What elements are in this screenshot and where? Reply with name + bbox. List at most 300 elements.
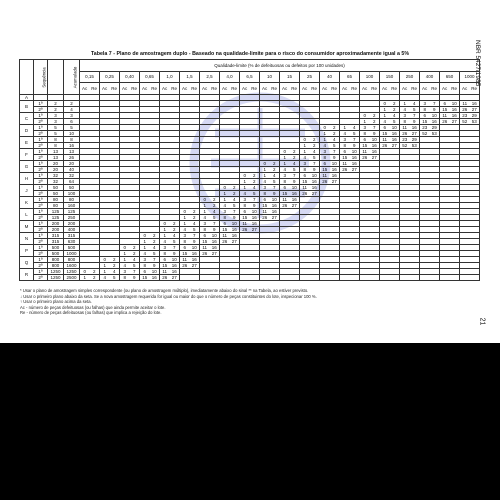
ac-value: 8: [423, 107, 426, 112]
ac-re-header: [380, 83, 400, 95]
ac-re-header: [100, 83, 120, 95]
re-value: 5: [392, 119, 396, 124]
sample-size-cell: 125: [48, 215, 64, 221]
note-line: * Usar o plano de amostragem simples correspondente (ou plano de amostragem múltiplo), imediatamente abaixo do sinal ** na Tabela, ao estiver previsto.: [20, 288, 309, 293]
ac-label: Ac: [101, 86, 108, 92]
page-number: 21: [478, 317, 486, 326]
re-label: Re: [471, 86, 478, 92]
sample-size-cell: 1250: [48, 269, 64, 275]
re-value: 10: [271, 197, 277, 202]
re-label: Re: [131, 86, 137, 92]
ac-value: 4: [283, 167, 286, 172]
ac-value: 8: [243, 203, 246, 208]
sample-size-cell: 80: [48, 197, 64, 203]
re-value: 10: [231, 221, 237, 226]
re-value: 7: [332, 149, 336, 154]
ac-value: 1: [323, 131, 326, 136]
ac-value: 26: [462, 107, 468, 112]
ac-value: 0: [303, 137, 306, 142]
header-quality-limit: Qualidade-limite (% de defeituosas ou defeitos por 100 unidades): [80, 60, 480, 72]
ql-level-header: 0,15: [80, 71, 100, 83]
re-value: 2: [232, 191, 236, 196]
re-value: 16: [231, 233, 237, 238]
accumulated-cell: 40: [64, 167, 80, 173]
ac-value: 15: [242, 215, 248, 220]
re-value: 4: [312, 149, 316, 154]
sequence-cell: 1ª: [34, 197, 48, 203]
ac-value: 11: [222, 233, 228, 238]
ac-value: 3: [123, 269, 126, 274]
sample-size-cell: 315: [48, 239, 64, 245]
re-label: Re: [431, 86, 437, 92]
ac-value: 4: [383, 119, 386, 124]
table-body: [20, 95, 480, 281]
ac-re-cell: [240, 275, 260, 281]
sample-size-cell: 3: [48, 113, 64, 119]
re-value: 7: [192, 233, 196, 238]
ac-value: 1: [263, 167, 266, 172]
ac-value: 26: [262, 215, 268, 220]
ac-value: 3: [163, 245, 166, 250]
re-value: 2: [192, 209, 196, 214]
ac-value: 6: [203, 233, 206, 238]
re-value: 9: [312, 167, 316, 172]
ac-value: 0: [243, 173, 246, 178]
re-value: 27: [371, 155, 377, 160]
sequence-cell: 2ª: [34, 275, 48, 281]
re-value: 10: [311, 173, 317, 178]
re-value: 27: [271, 215, 277, 220]
sequence-cell: 2ª: [34, 239, 48, 245]
ac-label: Ac: [161, 86, 168, 92]
sample-code: K: [20, 197, 34, 209]
ac-value: 8: [203, 227, 206, 232]
ac-value: 1: [223, 197, 226, 202]
accumulated-cell: 1000: [64, 251, 80, 257]
ac-label: Ac: [201, 86, 208, 92]
ac-value: 26: [222, 239, 228, 244]
ac-value: 1: [163, 227, 166, 232]
ac-value: 6: [243, 209, 246, 214]
re-value: 27: [411, 131, 417, 136]
re-value: 27: [471, 107, 477, 112]
ac-value: 1: [143, 245, 146, 250]
re-value: 2: [152, 239, 156, 244]
sampling-plan-table: [19, 59, 480, 281]
re-value: 53: [471, 119, 477, 124]
ac-re-header: [280, 83, 300, 95]
ql-level-header: 1,0: [160, 71, 180, 83]
ac-value: 4: [103, 275, 106, 280]
ac-value: 11: [302, 185, 308, 190]
ac-value: 4: [183, 227, 186, 232]
accumulated-cell: 200: [64, 221, 80, 227]
ac-value: 4: [323, 143, 326, 148]
ql-level-header: 2,5: [200, 71, 220, 83]
accumulated-cell: 400: [64, 227, 80, 233]
re-value: 5: [132, 263, 136, 268]
ac-re-header: [460, 83, 480, 95]
sequence-cell: 2ª: [34, 215, 48, 221]
ac-value: 1: [263, 173, 266, 178]
re-value: 2: [212, 203, 216, 208]
ql-level-header: 400: [420, 71, 440, 83]
re-value: 16: [391, 137, 397, 142]
ac-label: Ac: [241, 86, 248, 92]
re-value: 16: [251, 215, 257, 220]
ac-value: 1: [123, 257, 126, 262]
sample-size-cell: 315: [48, 233, 64, 239]
accumulated-cell: 125: [64, 209, 80, 215]
ac-value: 15: [422, 119, 428, 124]
re-value: 16: [351, 155, 357, 160]
ac-value: 6: [263, 197, 266, 202]
ac-re-header: [340, 83, 360, 95]
re-value: 2: [292, 149, 296, 154]
sample-code: F: [20, 149, 34, 161]
ac-value: 0: [183, 209, 186, 214]
ac-value: 26: [442, 119, 448, 124]
ac-value: 15: [282, 191, 288, 196]
note-line: Re - número de peças defeituosas (ou falhas) que implica a rejeição do lote.: [20, 310, 162, 316]
ac-value: 4: [203, 215, 206, 220]
ac-value: 8: [283, 179, 286, 184]
ac-value: 8: [263, 191, 266, 196]
re-value: 5: [292, 167, 296, 172]
ac-value: 26: [342, 167, 348, 172]
re-value: 27: [231, 239, 237, 244]
ac-label: Ac: [141, 86, 148, 92]
sample-size-cell: 5: [48, 125, 64, 131]
ac-value: 3: [343, 137, 346, 142]
ac-value: 1: [383, 107, 386, 112]
ac-value: 4: [263, 179, 266, 184]
sample-code: A: [20, 95, 34, 101]
re-value: 7: [372, 125, 376, 130]
ac-re-cell: [180, 275, 200, 281]
sample-code: D: [20, 125, 34, 137]
sequence-cell: 1ª: [34, 125, 48, 131]
re-value: 7: [272, 185, 276, 190]
ac-value: 0: [123, 245, 126, 250]
re-label: Re: [291, 86, 297, 92]
ac-value: 6: [223, 221, 226, 226]
ac-value: 0: [323, 125, 326, 130]
ac-value: 8: [403, 119, 406, 124]
re-value: 2: [232, 185, 236, 190]
re-value: 10: [191, 245, 197, 250]
accumulated-cell: 4: [64, 107, 80, 113]
re-label: Re: [331, 86, 337, 92]
re-value: 16: [471, 101, 477, 106]
sequence-cell: 2ª: [34, 167, 48, 173]
accumulated-cell: 315: [64, 233, 80, 239]
ac-re-cell: [380, 275, 400, 281]
re-value: 27: [251, 227, 257, 232]
re-value: 7: [152, 257, 156, 262]
re-label: Re: [251, 86, 257, 92]
sequence-cell: 1ª: [34, 257, 48, 263]
ac-value: 8: [143, 263, 146, 268]
re-value: 2: [332, 125, 336, 130]
re-value: 9: [352, 143, 356, 148]
re-label: Re: [351, 86, 357, 92]
re-value: 16: [211, 239, 217, 244]
re-value: 16: [331, 173, 337, 178]
re-value: 9: [212, 227, 216, 232]
sequence-cell: 1ª: [34, 209, 48, 215]
ac-value: 15: [302, 179, 308, 184]
re-value: 27: [351, 167, 357, 172]
ql-level-header: 0,25: [100, 71, 120, 83]
sample-size-cell: 20: [48, 167, 64, 173]
re-value: 5: [192, 227, 196, 232]
ac-value: 4: [223, 203, 226, 208]
ac-value: 52: [462, 119, 468, 124]
ac-value: 15: [202, 239, 208, 244]
ac-value: 8: [163, 251, 166, 256]
ac-value: 1: [83, 275, 86, 280]
sequence-cell: 1ª: [34, 149, 48, 155]
re-value: 29: [471, 113, 477, 118]
sample-size-cell: 500: [48, 245, 64, 251]
ql-level-header: 6,5: [240, 71, 260, 83]
re-value: 2: [112, 257, 116, 262]
ac-value: 6: [143, 269, 146, 274]
ac-value: 3: [143, 257, 146, 262]
sample-size-cell: 8: [48, 143, 64, 149]
re-value: 27: [451, 119, 457, 124]
ac-value: 4: [123, 263, 126, 268]
re-value: 7: [352, 137, 356, 142]
re-value: 2: [332, 131, 336, 136]
table-notes: [20, 288, 460, 316]
re-value: 4: [172, 233, 176, 238]
sample-size-cell: 32: [48, 179, 64, 185]
ac-label: Ac: [341, 86, 348, 92]
ac-value: 0: [363, 113, 366, 118]
re-value: 29: [431, 125, 437, 130]
re-value: 16: [271, 203, 277, 208]
ac-re-cell: [360, 275, 380, 281]
sample-code: N: [20, 233, 34, 245]
re-value: 4: [212, 209, 216, 214]
ql-level-header: 100: [360, 71, 380, 83]
ql-level-header: 0,40: [120, 71, 140, 83]
re-value: 4: [352, 125, 356, 130]
re-value: 5: [152, 251, 156, 256]
re-value: 16: [431, 119, 437, 124]
ac-value: 15: [382, 131, 388, 136]
ac-value: 11: [242, 221, 248, 226]
ac-value: 4: [403, 107, 406, 112]
ac-value: 26: [402, 131, 408, 136]
ac-value: 1: [323, 137, 326, 142]
ac-label: Ac: [281, 86, 288, 92]
re-value: 7: [232, 209, 236, 214]
accumulated-cell: 13: [64, 149, 80, 155]
re-value: 9: [152, 263, 156, 268]
re-value: 4: [112, 269, 116, 274]
ac-value: 11: [202, 245, 208, 250]
sample-size-cell: 3: [48, 119, 64, 125]
sample-size-cell: 800: [48, 263, 64, 269]
re-value: 5: [412, 107, 416, 112]
re-value: 16: [291, 191, 297, 196]
ac-value: 1: [303, 149, 306, 154]
sample-code: Q: [20, 257, 34, 269]
ac-value: 1: [243, 185, 246, 190]
sample-size-cell: 800: [48, 257, 64, 263]
ac-re-header: [260, 83, 280, 95]
ac-value: 3: [423, 101, 426, 106]
re-value: 2: [312, 143, 316, 148]
ac-value: 23: [462, 113, 468, 118]
ac-value: 15: [162, 263, 168, 268]
re-value: 5: [172, 239, 176, 244]
ql-level-header: 40: [320, 71, 340, 83]
accumulated-cell: 500: [64, 245, 80, 251]
sample-size-cell: 1250: [48, 275, 64, 281]
ac-value: 0: [203, 197, 206, 202]
ac-value: 11: [162, 269, 168, 274]
ac-value: 3: [283, 173, 286, 178]
ac-re-header: [180, 83, 200, 95]
header-sample-size: [48, 60, 64, 95]
re-label: Re: [91, 86, 97, 92]
re-value: 16: [371, 143, 377, 148]
ac-re-header: [80, 83, 100, 95]
accumulated-cell: 250: [64, 215, 80, 221]
accumulated-cell: 10: [64, 131, 80, 137]
ac-value: 11: [182, 257, 188, 262]
ac-value: 26: [162, 275, 168, 280]
ac-value: 52: [402, 143, 408, 148]
ac-value: 26: [242, 227, 248, 232]
ac-re-cell: [80, 275, 100, 281]
ac-value: 15: [342, 155, 348, 160]
ac-value: 26: [382, 143, 388, 148]
re-value: 4: [132, 257, 136, 262]
sample-size-cell: 200: [48, 227, 64, 233]
sequence-cell: 2ª: [34, 263, 48, 269]
standard-reference: NBR 5427/1985: [474, 40, 481, 87]
ac-value: 15: [442, 107, 448, 112]
sequence-cell: 2ª: [34, 155, 48, 161]
re-value: 7: [312, 161, 316, 166]
re-value: 7: [212, 221, 216, 226]
note-line: Ac - número de peças defeituosas (ou falhas) que ainda permite aceitar o lote.: [20, 304, 166, 310]
ac-value: 1: [183, 221, 186, 226]
sequence-cell: 2ª: [34, 143, 48, 149]
accumulated-cell: 3: [64, 113, 80, 119]
re-value: 53: [411, 143, 417, 148]
ql-level-header: 1000: [460, 71, 480, 83]
re-value: 2: [192, 215, 196, 220]
sequence-cell: 2ª: [34, 251, 48, 257]
re-value: 7: [252, 197, 256, 202]
re-value: 16: [171, 263, 177, 268]
re-value: 16: [351, 161, 357, 166]
accumulated-cell: 1600: [64, 263, 80, 269]
ac-value: 15: [182, 251, 188, 256]
re-value: 2: [252, 173, 256, 178]
sample-size-cell: 2: [48, 107, 64, 113]
ac-value: 52: [422, 131, 428, 136]
re-value: 10: [151, 269, 157, 274]
re-value: 16: [191, 257, 197, 262]
ac-re-header: [440, 83, 460, 95]
header-code: [20, 60, 34, 95]
re-value: 27: [211, 251, 217, 256]
ac-value: 3: [263, 185, 266, 190]
ac-value: 1: [283, 161, 286, 166]
ql-level-header: 250: [400, 71, 420, 83]
ac-label: Ac: [261, 86, 268, 92]
sample-code: M: [20, 221, 34, 233]
ac-re-cell: [220, 275, 240, 281]
sample-code: G: [20, 161, 34, 173]
ac-value: 11: [382, 137, 388, 142]
ac-value: 0: [223, 185, 226, 190]
re-label: Re: [151, 86, 157, 92]
ac-value: 6: [163, 257, 166, 262]
ac-value: 15: [362, 143, 368, 148]
accumulated-cell: 32: [64, 173, 80, 179]
ac-label: Ac: [441, 86, 448, 92]
ac-value: 6: [283, 185, 286, 190]
re-value: 16: [211, 245, 217, 250]
ac-label: Ac: [462, 86, 468, 92]
ac-re-header: [120, 83, 140, 95]
sequence-cell: 1ª: [34, 221, 48, 227]
re-value: 9: [172, 251, 176, 256]
ac-value: 1: [223, 191, 226, 196]
re-value: 10: [371, 137, 377, 142]
ac-re-header: [140, 83, 160, 95]
sample-size-cell: 13: [48, 155, 64, 161]
ac-value: 4: [243, 191, 246, 196]
re-value: 4: [392, 113, 396, 118]
ac-re-cell: [100, 275, 120, 281]
re-value: 5: [212, 215, 216, 220]
ac-value: 8: [223, 215, 226, 220]
ac-value: 1: [163, 233, 166, 238]
ac-re-header: [320, 83, 340, 95]
re-value: 7: [432, 101, 436, 106]
ac-value: 0: [143, 233, 146, 238]
ac-value: 1: [143, 239, 146, 244]
re-value: 10: [331, 161, 337, 166]
accumulated-cell: 16: [64, 143, 80, 149]
accumulated-cell: 50: [64, 185, 80, 191]
sample-code: E: [20, 137, 34, 149]
ac-value: 26: [302, 191, 308, 196]
re-value: 27: [311, 191, 317, 196]
re-value: 2: [172, 227, 176, 232]
re-value: 29: [411, 137, 417, 142]
ac-label: Ac: [401, 86, 408, 92]
sample-code: C: [20, 113, 34, 125]
sample-size-cell: 500: [48, 251, 64, 257]
ac-re-cell: [400, 275, 420, 281]
ac-value: 6: [323, 161, 326, 166]
header-accumulated: Acumulado: [64, 60, 80, 95]
ac-value: 0: [383, 101, 386, 106]
ql-level-header: 650: [440, 71, 460, 83]
re-value: 10: [351, 149, 357, 154]
ac-value: 15: [322, 167, 328, 172]
